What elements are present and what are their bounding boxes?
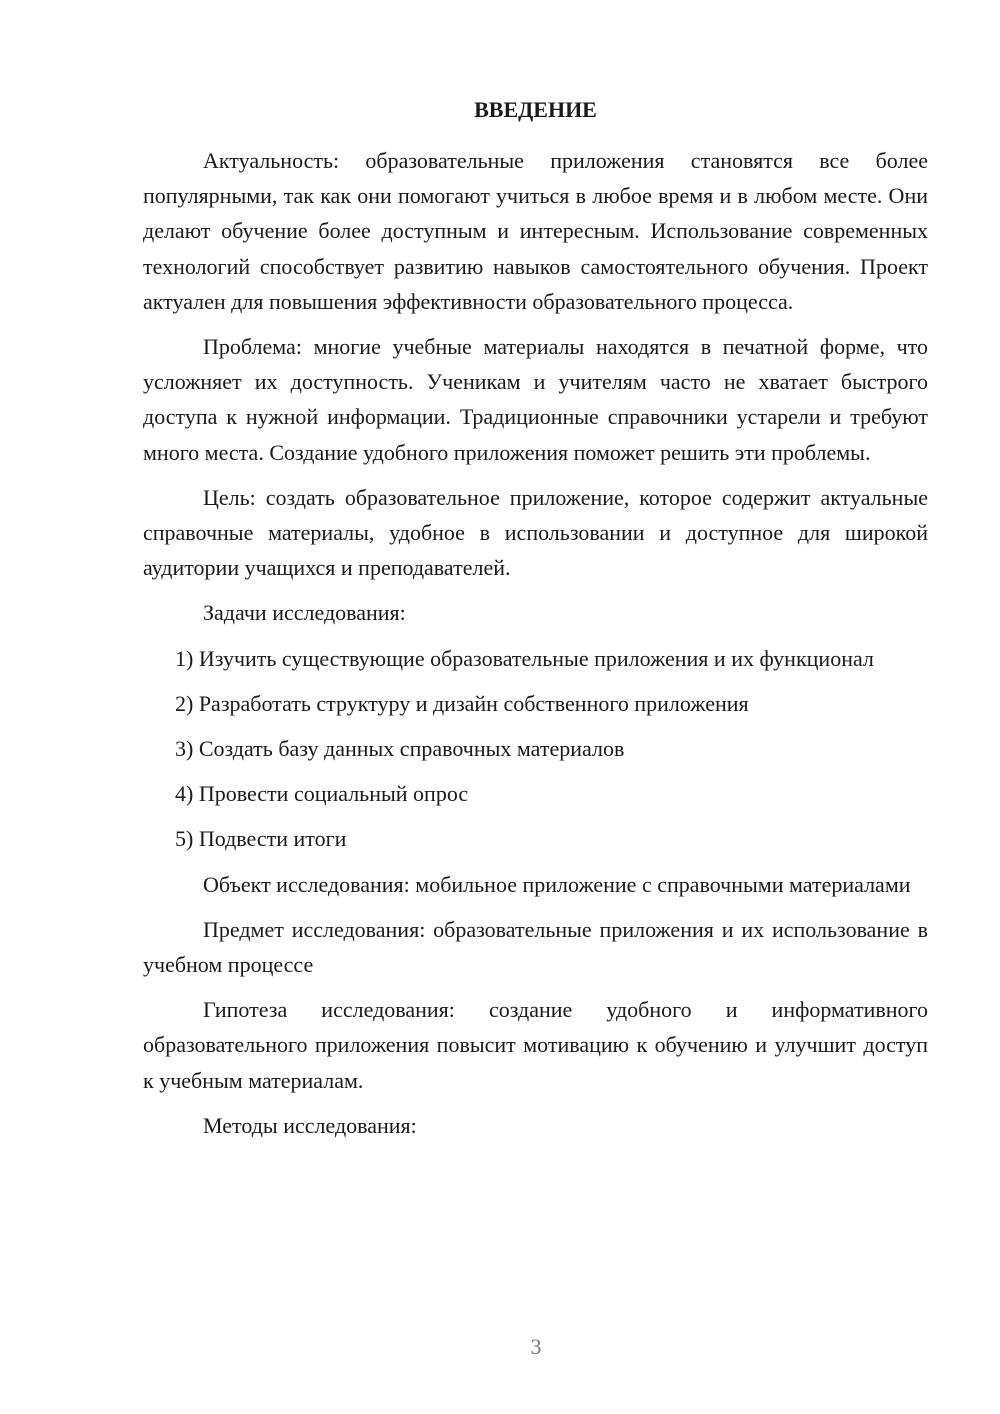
task-item-5: 5) Подвести итоги — [175, 826, 347, 852]
document-body — [143, 143, 928, 1153]
section-heading: ВВЕДЕНИЕ — [474, 97, 597, 122]
tasks-title: Задачи исследования: — [203, 600, 406, 626]
heading-container — [143, 95, 928, 125]
paragraph-relevance: Актуальность: образовательные приложения становятся все более популярными, так как они помогают учиться в любое время и в любом месте. Они делают обучение более доступным и интересным. Использование современных технологий способствует развитию навыков самостоятельного обучения. Проект актуален для повышения эффективности образовательного процесса. — [143, 148, 928, 314]
task-item-1: 1) Изучить существующие образовательные приложения и их функционал — [175, 645, 874, 671]
paragraph-object: Объект исследования: мобильное приложение с справочными материалами — [203, 871, 911, 897]
paragraph-goal: Цель: создать образовательное приложение, которое содержит актуальные справочные материалы, удобное в использовании и доступное для широкой аудитории учащихся и преподавателей. — [143, 484, 928, 581]
task-item-4: 4) Провести социальный опрос — [175, 781, 469, 807]
page-number: 3 — [530, 1334, 542, 1359]
methods-title: Методы исследования: — [203, 1112, 417, 1138]
paragraph-hypothesis: Гипотеза исследования: создание удобного и информативного образовательного приложения повысит мотивацию к обучению и улучшит доступ к учебным материалам. — [143, 997, 928, 1093]
paragraph-subject: Предмет исследования: образовательные приложения и их использование в учебном процессе — [143, 916, 928, 978]
task-item-3: 3) Создать базу данных справочных материалов — [175, 736, 625, 762]
task-item-2: 2) Разработать структуру и дизайн собственного приложения — [175, 690, 749, 716]
paragraph-problem: Проблема: многие учебные материалы находятся в печатной форме, что усложняет их доступность. Ученикам и учителям часто не хватает быстрого доступа к нужной информации. Традиционные справочники устарели и требуют много места. Создание удобного приложения поможет решить эти проблемы. — [143, 334, 928, 465]
